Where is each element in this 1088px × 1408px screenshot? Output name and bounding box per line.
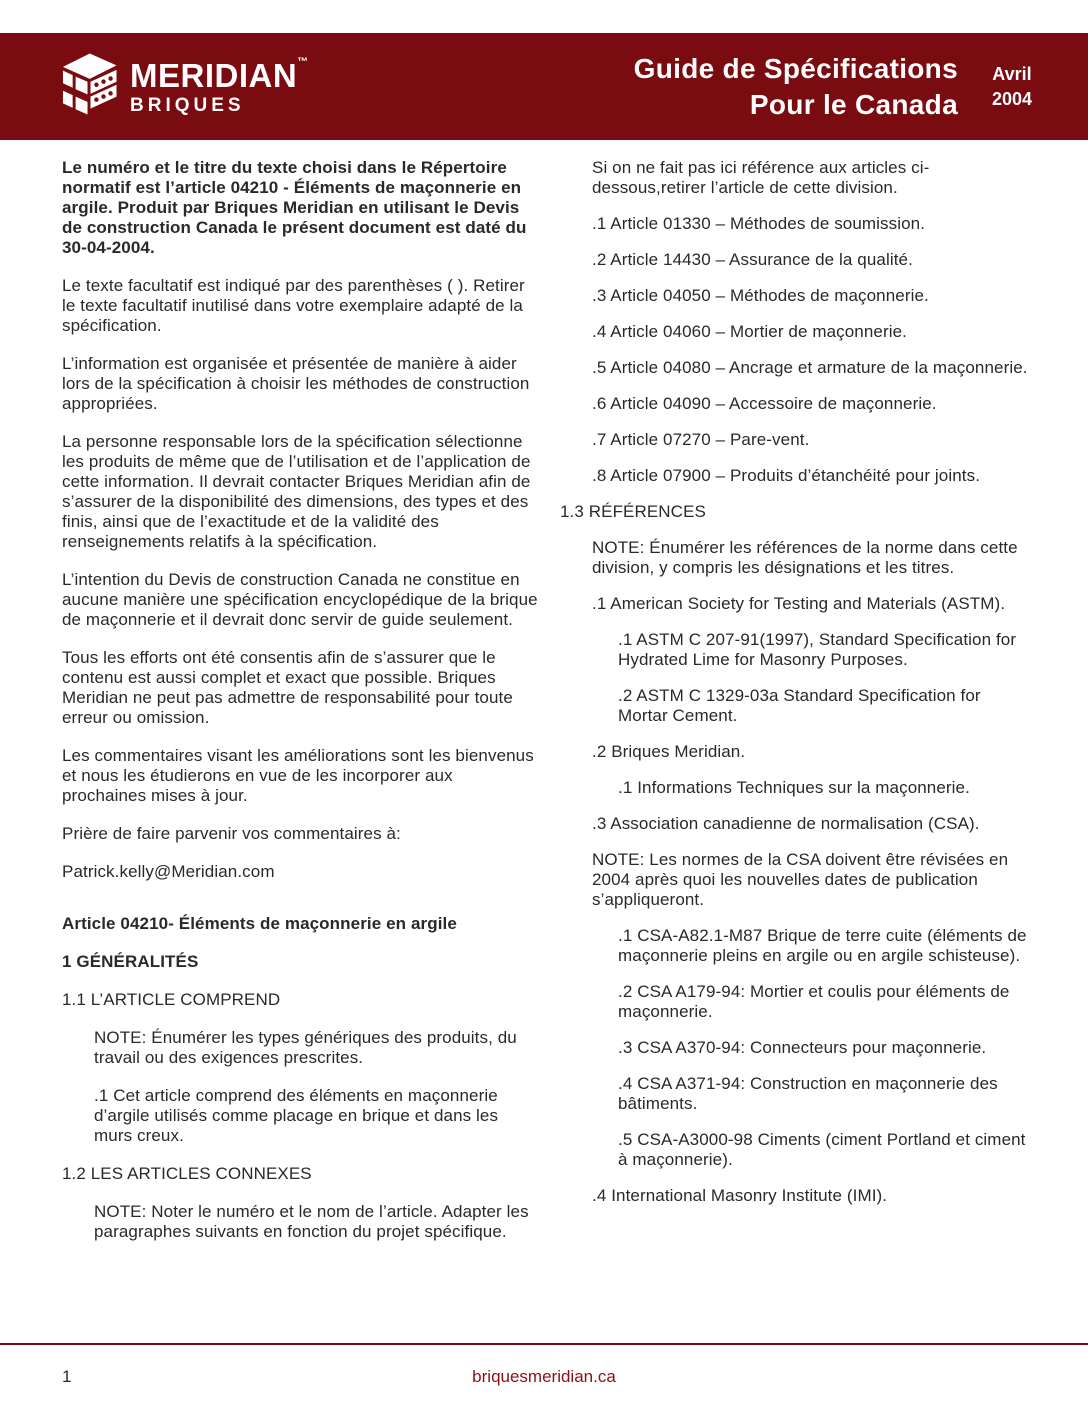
paragraph: Si on ne fait pas ici référence aux articles ci-dessous,retirer l’article de cette division. [592,158,930,197]
paragraph: .1 Informations Techniques sur la maçonnerie. [618,778,970,797]
paragraph: .4 CSA A371-94: Construction en maçonnerie des bâtiments. [618,1074,998,1113]
paragraph: .3 CSA A370-94: Connecteurs pour maçonnerie. [618,1038,987,1057]
paragraph: .1 Article 01330 – Méthodes de soumission. [592,214,926,233]
paragraph: .8 Article 07900 – Produits d’étanchéité pour joints. [592,466,981,485]
paragraph: Tous les efforts ont été consentis afin de s’assurer que le contenu est aussi complet et exact que possible. Briques Meridian ne peut pas admettre de responsabilité pour toute erreur ou omission. [62,648,513,727]
paragraph: .4 International Masonry Institute (IMI). [592,1186,888,1205]
paragraph: .2 CSA A179-94: Mortier et coulis pour éléments de maçonnerie. [618,982,1010,1021]
brick-stack-icon [60,52,118,122]
paragraph: NOTE: Noter le numéro et le nom de l’article. Adapter les paragraphes suivants en fonction du projet spécifique. [94,1202,529,1241]
paragraph: .3 Association canadienne de normalisation (CSA). [592,814,980,833]
logo-name: MERIDIAN™ [130,55,309,94]
section-1-1-heading: 1.1 L’ARTICLE COMPREND [62,990,281,1009]
paragraph: Les commentaires visant les améliorations sont les bienvenus et nous les étudierons en vue de les incorporer aux prochaines mises à jour. [62,746,534,805]
paragraph: La personne responsable lors de la spécification sélectionne les produits de même que de l’utilisation et de l’application de cette information. Il devrait contacter Briques Meridian afin de s’assurer de la disponibilité des dimensions, des types et des finis, ainsi que de l’exactitude et de la validité des renseignements relatifs à la spécification. [62,432,531,551]
paragraph: L’intention du Devis de construction Canada ne constitue en aucune manière une spécification encyclopédique de la brique de maçonnerie et il devrait donc servir de guide seulement. [62,570,538,629]
email-address[interactable]: Patrick.kelly@Meridian.com [62,862,275,881]
paragraph: .2 Briques Meridian. [592,742,746,761]
document-date [992,62,1032,111]
paragraph: .1 Cet article comprend des éléments en maçonnerie d’argile utilisés comme placage en brique et dans les murs creux. [94,1086,499,1145]
article-heading: Article 04210- Éléments de maçonnerie en argile [62,914,457,933]
paragraph: Prière de faire parvenir vos commentaires à: [62,824,401,843]
paragraph: .1 CSA-A82.1-M87 Brique de terre cuite (éléments de maçonnerie pleins en argile ou en argile schisteuse). [618,926,1027,965]
logo-text [130,55,309,116]
paragraph: NOTE: Énumérer les types génériques des produits, du travail ou des exigences prescrites. [94,1028,517,1067]
paragraph: NOTE: Énumérer les références de la norme dans cette division, y compris les désignations et les titres. [592,538,1018,577]
paragraph: .1 American Society for Testing and Materials (ASTM). [592,594,1006,613]
paragraph: .3 Article 04050 – Méthodes de maçonnerie. [592,286,929,305]
page-footer [0,1367,1088,1391]
right-column [560,158,1030,1222]
document-date-month: Avril [992,64,1032,85]
section-1-2-heading: 1.2 LES ARTICLES CONNEXES [62,1164,312,1183]
trademark-symbol: ™ [297,55,309,68]
document-date-year: 2004 [991,88,1032,109]
header-banner [0,33,1088,140]
left-column [62,158,540,1260]
section-1-3-heading: 1.3 RÉFÉRENCES [560,502,706,521]
content-columns [62,158,1030,1260]
paragraph: .5 CSA-A3000-98 Ciments (ciment Portland et ciment à maçonnerie). [618,1130,1026,1169]
website-link[interactable]: briquesmeridian.ca [472,1367,616,1386]
document-title-line1: Guide de Spécifications [633,52,958,84]
section-1-heading: 1 GÉNÉRALITÉS [62,952,199,971]
paragraph: .4 Article 04060 – Mortier de maçonnerie. [592,322,907,341]
page-number: 1 [62,1367,72,1386]
logo-subtitle: BRIQUES [130,94,245,116]
footer-divider [0,1343,1088,1345]
paragraph: .5 Article 04080 – Ancrage et armature de la maçonnerie. [592,358,1028,377]
paragraph: .1 ASTM C 207-91(1997), Standard Specification for Hydrated Lime for Masonry Purposes. [618,630,1017,669]
document-title [634,51,958,123]
paragraph: L’information est organisée et présentée de manière à aider lors de la spécification à choisir les méthodes de construction appropriées. [62,354,530,413]
paragraph: .2 Article 14430 – Assurance de la qualité. [592,250,913,269]
intro-bold-paragraph: Le numéro et le titre du texte choisi dans le Répertoire normatif est l’article 04210 - Éléments de maçonnerie en argile. Produit par Briques Meridian en utilisant le Devis de construction Canada le présent document est daté du 30-04-2004. [62,158,527,257]
paragraph: NOTE: Les normes de la CSA doivent être révisées en 2004 après quoi les nouvelles dates de publication s’appliqueront. [592,850,1009,909]
paragraph: .2 ASTM C 1329-03a Standard Specification for Mortar Cement. [618,686,981,725]
document-title-line2: Pour le Canada [749,88,958,120]
meridian-logo [60,52,309,122]
paragraph: .6 Article 04090 – Accessoire de maçonnerie. [592,394,937,413]
paragraph: Le texte facultatif est indiqué par des parenthèses ( ). Retirer le texte facultatif inutilisé dans votre exemplaire adapté de la spécification. [62,276,525,335]
paragraph: .7 Article 07270 – Pare-vent. [592,430,810,449]
